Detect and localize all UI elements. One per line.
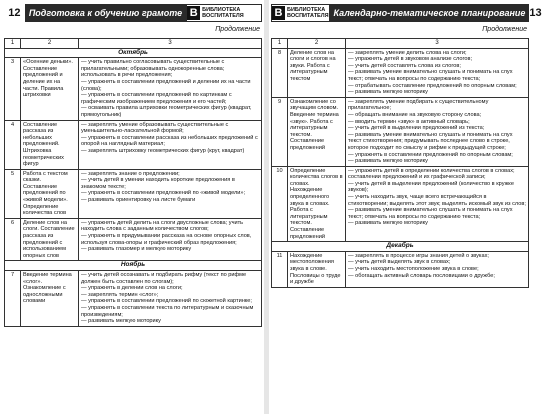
lesson-tasks	[79, 169, 262, 218]
task-item: — осваивать правила штриховки геометрических фигур (квадрат, прямоугольник)	[81, 105, 252, 118]
table-row	[5, 218, 262, 261]
logo-text-line: БИБЛИОТЕКА	[287, 7, 326, 13]
task-item: — закреплять штриховку геометрических фигур (круг, квадрат)	[81, 147, 245, 154]
task-item: — закреплять умение образовывать существительные с уменьшительно-ласкательной формой;	[81, 121, 229, 135]
lesson-number: 8	[272, 48, 288, 97]
task-item: — вводить термин «звук» в активный словарь;	[348, 118, 470, 125]
logo-text-line: БИБЛИОТЕКА	[202, 7, 241, 13]
lesson-tasks	[79, 120, 262, 169]
page-number: 12	[4, 4, 25, 22]
lesson-topic: «Осенние деньки». Составление предложений и деление их на части. Правила штриховки	[21, 58, 79, 120]
logo-text	[202, 7, 244, 19]
task-item: — упражнять детей в звуковом анализе слогов;	[348, 56, 472, 63]
task-item: — учить находить местоположение звука в слове;	[348, 266, 479, 272]
task-item: — упражнять в составлении текста по литературным и сказочным произведениям;	[81, 304, 254, 318]
lesson-number: 9	[272, 97, 288, 166]
task-item: — отрабатывать составление предложений по опорным словам;	[348, 82, 517, 89]
table-row	[5, 120, 262, 169]
continued-label: Продолжение	[215, 26, 260, 33]
logo-text-line: ВОСПИТАТЕЛЯ	[287, 13, 329, 19]
lesson-number: 5	[5, 169, 21, 218]
right-page	[269, 0, 542, 414]
task-item: — упражнять в составлении предложений по опорным словам;	[348, 151, 513, 158]
task-item: — упражнять в придумывании рассказа на основе опорных слов, используя слова-опоры и графический образ предложения;	[81, 233, 252, 246]
task-item: — учить детей в умении находить короткие предложения в знакомом тексте;	[81, 177, 235, 190]
lesson-tasks	[79, 271, 262, 327]
task-item: — учить детей осознавать и подбирать рифму (текст по рифме должен быть составлен по слогам);	[81, 272, 247, 285]
month-row	[5, 48, 262, 58]
task-item: — упражнять в составлении предложений и делении их на части (слова);	[81, 78, 251, 92]
task-item: — упражнять детей делить на слоги двусложные слова; учить находить слова с заданным количеством слогов;	[81, 219, 244, 233]
column-header: 2	[21, 39, 79, 49]
task-item: — развивать мелкую моторику	[81, 318, 161, 325]
table-row	[5, 169, 262, 218]
task-item: — развивать мелкую моторику	[348, 89, 428, 96]
task-item: — учить находить звук, чаще всего встречающийся в стихотворении; выделять этот звук; выделять искомый звук из слов;	[348, 194, 526, 207]
task-item: — развивать умение внимательно слушать и понимать на слух текст; отвечать на вопросы по содержанию текста;	[348, 69, 513, 82]
task-item: — закреплять знание о предложении;	[81, 170, 180, 177]
table-header-row	[272, 39, 529, 49]
column-header: 1	[5, 39, 21, 49]
table-row	[272, 48, 529, 97]
lesson-tasks	[79, 58, 262, 120]
continued-label: Продолжение	[482, 26, 527, 33]
series-logo	[272, 5, 329, 21]
column-header: 3	[346, 39, 529, 49]
task-item: — упражнять в составлении рассказа из небольших предложений с опорой на наглядный материал;	[81, 134, 258, 148]
task-item: — учить детей выделять звук в словах;	[348, 259, 451, 266]
task-item: — обращать внимание на звуковую сторону слова;	[348, 111, 482, 118]
column-header: 3	[79, 39, 262, 49]
task-item: — развивать умение внимательно слушать и понимать на слух текст стихотворения; придумывать последнее слово в строке, которое подходит по смыслу и рифме к предыдущей строке;	[348, 131, 513, 151]
lesson-topic: Нахождение местоположения звука в слове. Пословицы о труде и дружбе	[288, 251, 346, 287]
lesson-topic: Введение термина «слог». Ознакомление с односложными словами	[21, 271, 79, 327]
logo-letter: В	[272, 6, 285, 20]
plan-table	[271, 38, 529, 288]
task-item: — развивать ориентировку на листе бумаги	[81, 197, 196, 204]
task-item: — учить детей составлять слова из слогов;	[348, 62, 461, 69]
lesson-number: 6	[5, 218, 21, 261]
table-row	[272, 251, 529, 287]
month-label: Ноябрь	[5, 261, 262, 271]
task-item: — обогащать активный словарь пословицами о дружбе;	[348, 272, 495, 279]
lesson-tasks	[79, 218, 262, 261]
logo-text-line: ВОСПИТАТЕЛЯ	[202, 13, 244, 19]
task-item: — закреплять в процессе игры знания детей о звуках;	[348, 252, 489, 259]
page-header	[4, 4, 262, 22]
lesson-topic: Работа с текстом сказки. Составление предложений по «живой модели». Определение количества слов	[21, 169, 79, 218]
month-label: Декабрь	[272, 242, 529, 252]
task-item: — учить детей в выделении предложений (количество в кружке звуков);	[348, 180, 514, 194]
month-label: Октябрь	[5, 48, 262, 58]
lesson-number: 11	[272, 251, 288, 287]
table-row	[272, 166, 529, 242]
column-header: 2	[288, 39, 346, 49]
page-header	[271, 4, 542, 22]
plan-table	[4, 38, 262, 327]
table-row	[5, 271, 262, 327]
task-item: — закреплять умение делить слова на слоги;	[348, 49, 467, 56]
logo-letter: В	[187, 6, 200, 20]
task-item: — развивать мелкую моторику	[348, 158, 428, 165]
lesson-topic: Определение количества слогов в словах. Нахождение определенного звука в словах. Работа с литературным текстом. Составление предложений	[288, 166, 346, 242]
task-item: — упражнять детей в определении количества слогов в словах; составлении предложений и их графической записи;	[348, 167, 515, 181]
task-item: — учить детей в выделении предложений из текста;	[348, 125, 485, 132]
header-title: Подготовка к обучению грамоте	[28, 8, 183, 18]
task-item: — развивать мелкую моторику	[348, 220, 428, 227]
series-logo	[187, 5, 261, 21]
task-item: — учить правильно согласовывать существительные с прилагательными; образовывать однокоренные слова; использовать в речи предложения;	[81, 59, 225, 79]
left-page	[0, 0, 264, 414]
month-row	[5, 261, 262, 271]
lesson-number: 10	[272, 166, 288, 242]
column-header: 1	[272, 39, 288, 49]
lesson-topic: Ознакомление со звучащим словом. Введение термина «звук». Работа с литературным текстом. Составление предложений	[288, 97, 346, 166]
lesson-number: 7	[5, 271, 21, 327]
task-item: — упражнять в делении слов на слоги;	[81, 285, 183, 292]
month-row	[272, 242, 529, 252]
logo-text	[287, 7, 329, 19]
task-item: — закреплять умение подбирать к существительному прилагательное;	[348, 98, 489, 112]
task-item: — развивать умение внимательно слушать и понимать на слух текст; отвечать на вопросы по содержанию текста;	[348, 207, 513, 220]
task-item: — упражнять в составлении предложений по картинкам с графическим изображением предложения и его частей;	[81, 92, 232, 105]
lesson-tasks	[346, 166, 529, 242]
table-row	[272, 97, 529, 166]
lesson-tasks	[346, 48, 529, 97]
table-row	[5, 58, 262, 120]
task-item: — упражнять в составлении предложений по сюжетной картинке;	[81, 298, 252, 305]
lesson-topic: Деление слов на слоги. Составление рассказа из предложений с использованием опорных слов	[21, 218, 79, 261]
lesson-topic: Деление слов на слоги и слогов на звуки. Работа с литературным текстом	[288, 48, 346, 97]
lesson-number: 4	[5, 120, 21, 169]
header-title: Календарно-тематическое планирование	[333, 8, 526, 18]
task-item: — закреплять термин «слог»;	[81, 291, 159, 298]
table-header-row	[5, 39, 262, 49]
page-number: 13	[529, 4, 541, 22]
task-item: — упражнять в составлении предложений по «живой модели»;	[81, 190, 246, 197]
lesson-tasks	[346, 251, 529, 287]
task-item: — развивать глазомер и мелкую моторику	[81, 246, 192, 253]
lesson-number: 3	[5, 58, 21, 120]
lesson-tasks	[346, 97, 529, 166]
lesson-topic: Составление рассказа из небольших предложений. Штриховка геометрических фигур	[21, 120, 79, 169]
